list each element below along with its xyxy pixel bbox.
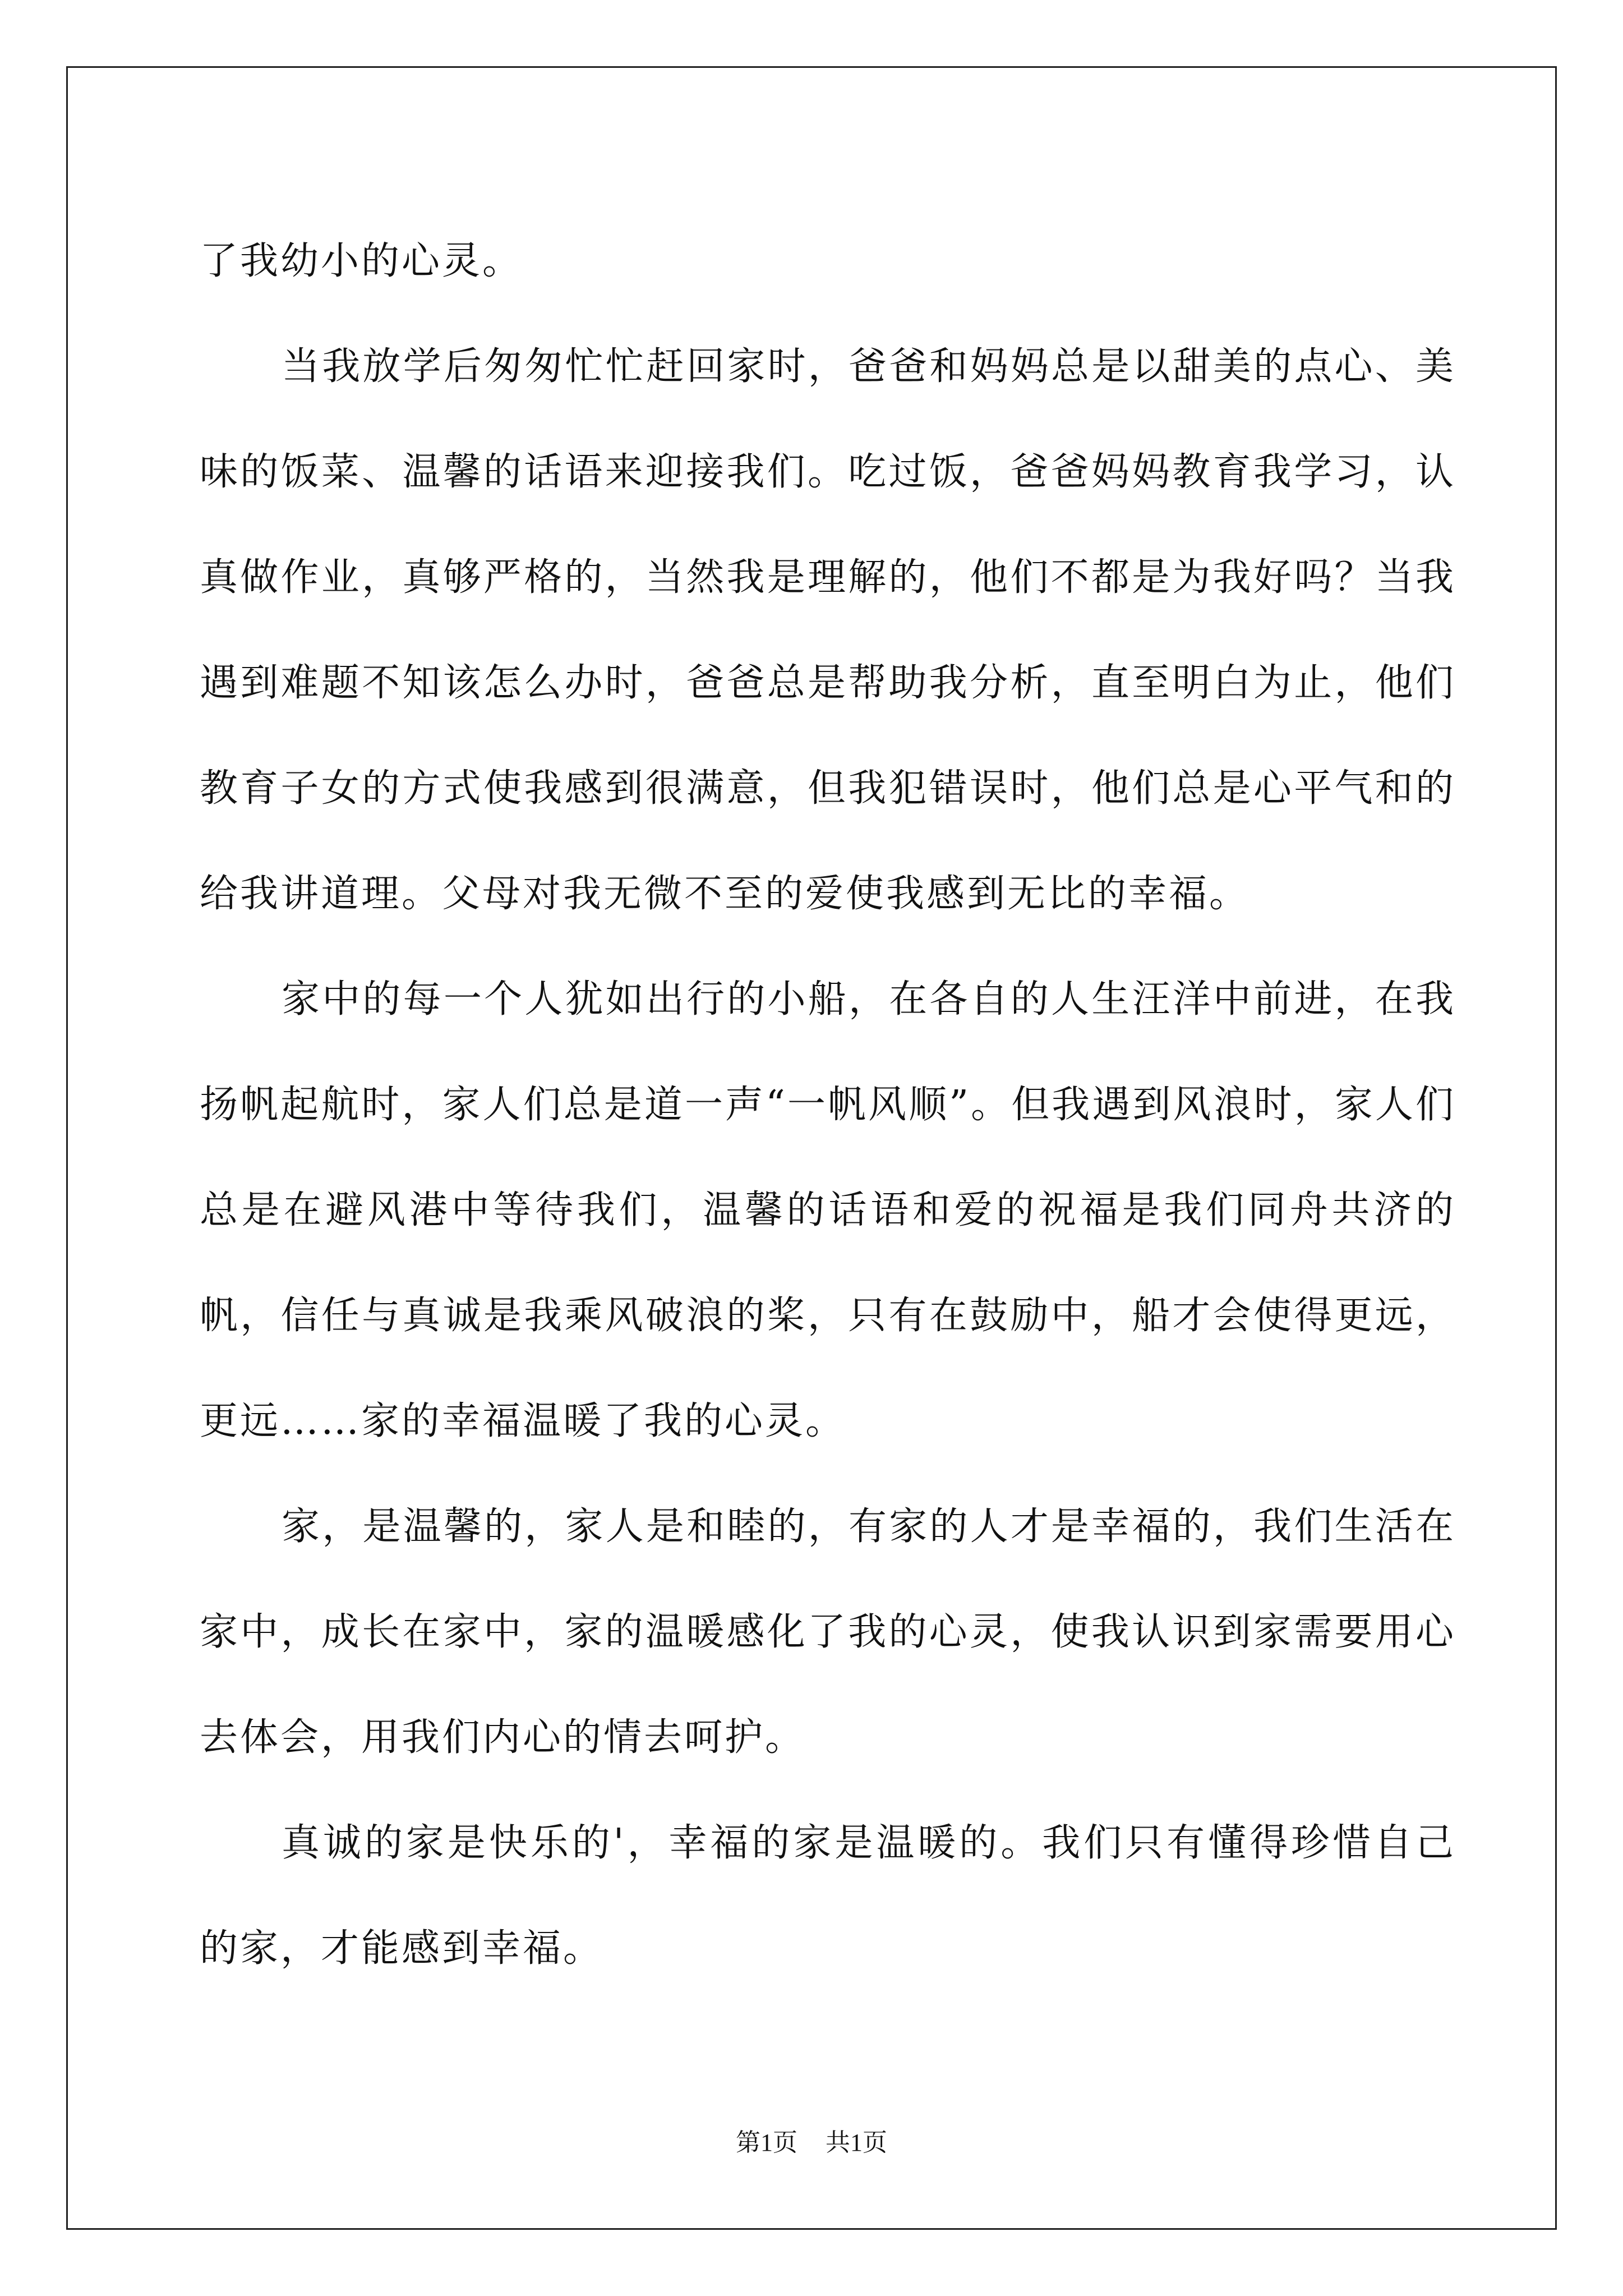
document-body: [200, 209, 1456, 2001]
page-number: 第1页: [736, 2129, 797, 2156]
paragraph-4: 家，是温馨的，家人是和睦的，有家的人才是幸福的，我们生活在家中，成长在家中，家的温暖感化了我的心灵，使我认识到家需要用心去体会，用我们内心的情去呵护。: [200, 1504, 1456, 1760]
paragraph-3: 家中的每一个人犹如出行的小船，在各自的人生汪洋中前进，在我扬帆起航时，家人们总是道一声“一帆风顺”。但我遇到风浪时，家人们总是在避风港中等待我们，温馨的话语和爱的祝福是我们同舟共济的帆，信任与真诚是我乘风破浪的桨，只有在鼓励中，船才会使得更远，更远……家的幸福温暖了我的心灵。: [200, 977, 1456, 1443]
paragraph-5: 真诚的家是快乐的'，幸福的家是温暖的。我们只有懂得珍惜自己的家，才能感到幸福。: [200, 1821, 1456, 1971]
paragraph-2: 当我放学后匆匆忙忙赶回家时，爸爸和妈妈总是以甜美的点心、美味的饭菜、温馨的话语来迎接我们。吃过饭，爸爸妈妈教育我学习，认真做作业，真够严格的，当然我是理解的，他们不都是为我好吗？当我遇到难题不知该怎么办时，爸爸总是帮助我分析，直至明白为止，他们教育子女的方式使我感到很满意，但我犯错误时，他们总是心平气和的给我讲道理。父母对我无微不至的爱使我感到无比的幸福。: [200, 344, 1456, 916]
paragraph-1: 了我幼小的心灵。: [200, 239, 523, 283]
page-footer: [0, 2126, 1623, 2160]
page-total: 共1页: [826, 2129, 887, 2156]
